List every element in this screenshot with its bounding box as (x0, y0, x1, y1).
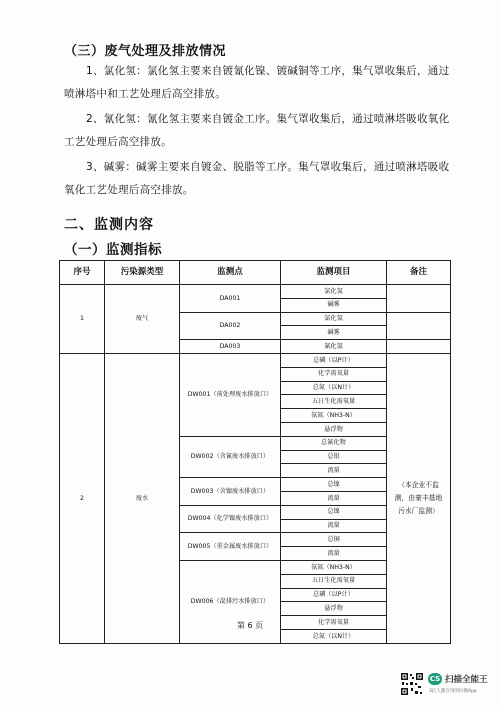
camscanner-tagline: 3亿人都在用的扫描App (429, 689, 477, 694)
cell-item: 流量 (281, 547, 387, 561)
cell-item: 氯化氢 (281, 285, 387, 299)
qr-code-icon (400, 672, 424, 696)
cell-item: 氰化氢 (281, 340, 387, 354)
cell-item: 流量 (281, 464, 387, 478)
table-row (60, 353, 451, 367)
cell-remark (387, 285, 451, 313)
cell-item: 五日生化需氧量 (281, 395, 387, 409)
cell-no: 1 (60, 285, 105, 354)
monitoring-table (59, 260, 451, 644)
cell-item: 碱雾 (281, 298, 387, 312)
header-item: 监测项目 (281, 261, 387, 285)
cell-item: 总铜 (281, 533, 387, 547)
cell-point: DA003 (180, 340, 281, 354)
subsection-title: （一）监测指标 (64, 242, 162, 258)
page-number: 第 6 页 (236, 621, 264, 630)
cell-point: DW004（化学镍废水排放口） (180, 505, 281, 533)
camscanner-logo-icon: CS (429, 675, 441, 683)
cell-item: 悬浮物 (281, 602, 387, 616)
camscanner-brand-name: 扫描全能王 (445, 675, 488, 685)
section3-heading: （三）废气处理及排放情况 (64, 44, 227, 59)
cell-point: DW005（重金属废水排放口） (180, 533, 281, 561)
cell-item: 流量 (281, 519, 387, 533)
header-no: 序号 (60, 261, 105, 285)
cell-item: 碱雾 (281, 326, 387, 340)
header-type: 污染源类型 (105, 261, 180, 285)
paragraph-hcl: 1、氯化氢：氯化氢主要来自镀氰化镍、镀碱铜等工序，集气罩收集后，通过喷淋塔中和工艺处理后高空排放。 (64, 65, 450, 100)
cell-item: 五日生化需氧量 (281, 574, 387, 588)
table-row (60, 285, 451, 299)
cell-point: DW001（前处理废水排放口） (180, 353, 281, 436)
cell-remark: （本企业不监测，由豪丰基地污水厂监测） (387, 353, 451, 643)
cell-item: 总氮（以N计） (281, 381, 387, 395)
cell-no: 2 (60, 353, 105, 643)
cell-item: 化学需氧量 (281, 616, 387, 630)
paragraph-alkali-mist: 3、碱雾：碱雾主要来自镀金、脱脂等工序。集气罩收集后，通过喷淋塔吸收氧化工艺处理后高空排放。 (64, 161, 450, 196)
cell-point: DW006（混排污水排放口） (180, 560, 281, 643)
cell-item: 总磷（以P计） (281, 353, 387, 367)
cell-item: 总氮（以N计） (281, 629, 387, 643)
table-header-row (60, 261, 451, 285)
cell-point: DA002 (180, 312, 281, 340)
cell-item: 氨氮（NH3-N） (281, 409, 387, 423)
cell-point: DW002（含氰废水排放口） (180, 436, 281, 477)
cell-item: 总镍 (281, 505, 387, 519)
cell-item: 总氰化物 (281, 436, 387, 450)
cell-item: 总镍 (281, 478, 387, 492)
cell-remark (387, 312, 451, 340)
cell-item: 流量 (281, 491, 387, 505)
cell-point: DW003（含镍废水排放口） (180, 478, 281, 506)
cell-item: 氨氮（NH3-N） (281, 560, 387, 574)
cell-type: 废水 (105, 353, 180, 643)
cell-item: 总磷（以P计） (281, 588, 387, 602)
cell-item: 总银 (281, 450, 387, 464)
cell-type: 废气 (105, 285, 180, 354)
cell-item: 氯化氢 (281, 312, 387, 326)
section-title: 二、监测内容 (64, 217, 154, 233)
cell-point: DA001 (180, 285, 281, 313)
paragraph-hcn: 2、氰化氢：氰化氢主要来自镀金工序。集气罩收集后，通过喷淋塔吸收氧化工艺处理后高空排放。 (64, 113, 450, 148)
cell-item: 悬浮物 (281, 422, 387, 436)
cell-remark (387, 340, 451, 354)
header-remark: 备注 (387, 261, 451, 285)
header-point: 监测点 (180, 261, 281, 285)
cell-item: 化学需氧量 (281, 367, 387, 381)
